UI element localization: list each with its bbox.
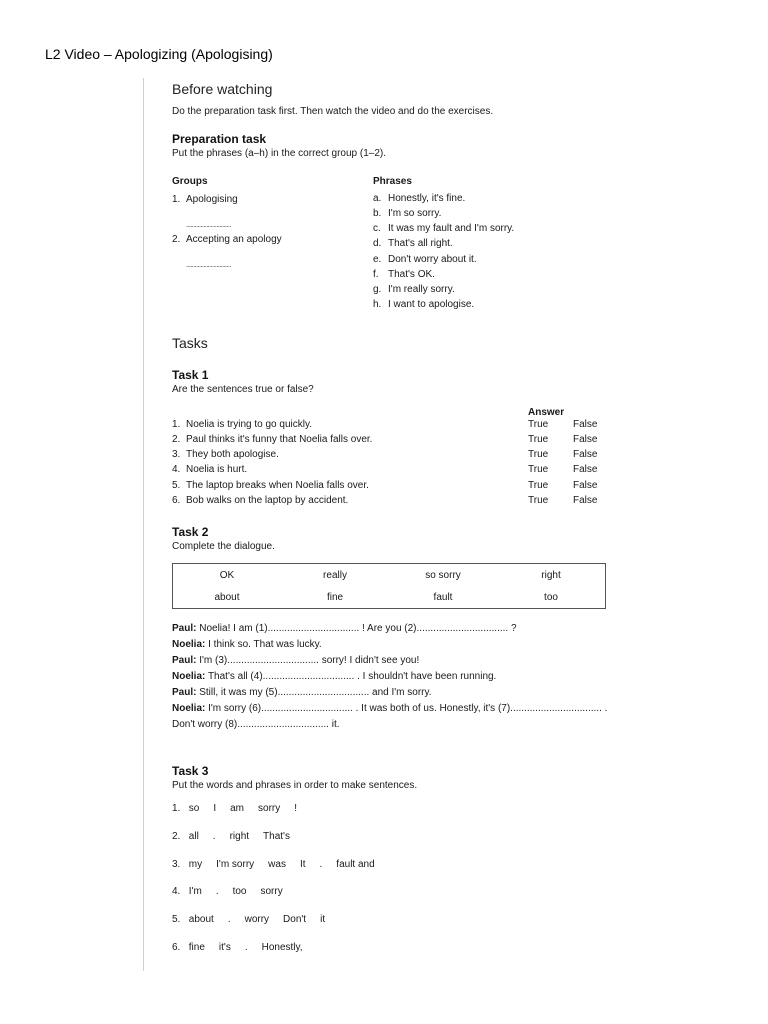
word-token: am [230, 803, 245, 814]
word-token: so [188, 803, 200, 814]
word-token: fault and [336, 859, 375, 870]
word-bank-item: so sorry [425, 570, 461, 581]
task1-heading: Task 1 [172, 368, 209, 382]
task3-number: 5. [172, 914, 181, 925]
task1-statement [172, 432, 372, 447]
true-option[interactable]: True [528, 419, 549, 430]
group-number: 1. [172, 194, 181, 205]
dialogue-line [172, 717, 340, 732]
phrase-text: I want to apologise. [388, 299, 475, 310]
task3-heading: Task 3 [172, 764, 209, 778]
word-token: it [320, 914, 326, 925]
word-token: . [215, 886, 219, 897]
task3-number: 4. [172, 886, 181, 897]
group-number: 2. [172, 234, 181, 245]
statement-text: Noelia is trying to go quickly. [186, 419, 312, 430]
word-token: I'm [188, 886, 202, 897]
page-left-rule [143, 78, 144, 971]
false-option[interactable]: False [573, 495, 598, 506]
speaker-name: Noelia: [172, 671, 206, 682]
group-label: Apologising [186, 194, 238, 205]
phrase-letter: f. [373, 269, 379, 280]
dialogue-text[interactable]: Noelia! I am (1)................................. ! Are you (2)................................. ? [196, 623, 517, 634]
word-token: sorry [258, 803, 281, 814]
phrase-text: That's all right. [388, 238, 453, 249]
statement-number: 4. [172, 464, 181, 475]
false-option[interactable]: False [573, 449, 598, 460]
before-watching-heading: Before watching [172, 81, 273, 97]
document-title: L2 Video – Apologizing (Apologising) [45, 46, 273, 62]
task1-statement [172, 478, 369, 493]
phrase-item [373, 252, 477, 267]
task1-statement [172, 417, 312, 432]
phrase-text: That's OK. [388, 269, 435, 280]
word-token: Don't [283, 914, 307, 925]
word-token: . [212, 831, 216, 842]
task3-item [172, 912, 339, 927]
phrase-letter: h. [373, 299, 382, 310]
phrases-header: Phrases [373, 176, 412, 187]
false-option[interactable]: False [573, 480, 598, 491]
phrase-letter: b. [373, 208, 382, 219]
word-token: . [319, 859, 323, 870]
dialogue-line [172, 669, 496, 684]
word-token: worry [244, 914, 270, 925]
word-token: I'm sorry [216, 859, 255, 870]
true-option[interactable]: True [528, 434, 549, 445]
phrase-letter: a. [373, 193, 382, 204]
dialogue-text[interactable]: That's all (4)................................. . I shouldn't have been running. [205, 671, 497, 682]
word-token: Honestly, [261, 942, 303, 953]
false-option[interactable]: False [573, 434, 598, 445]
word-token: too [232, 886, 247, 897]
dialogue-text[interactable]: Still, it was my (5)................................. and I'm sorry. [196, 687, 432, 698]
task3-item [172, 940, 317, 955]
dialogue-text: I think so. That was lucky. [205, 639, 322, 650]
speaker-name: Paul: [172, 623, 197, 634]
statement-number: 6. [172, 495, 181, 506]
groups-header: Groups [172, 176, 208, 187]
preparation-task-instructions: Put the phrases (a–h) in the correct group (1–2). [172, 148, 387, 159]
word-bank-item: really [323, 570, 347, 581]
true-option[interactable]: True [528, 495, 549, 506]
word-bank-box [172, 563, 606, 609]
phrase-item [373, 282, 455, 297]
word-bank-item: right [541, 570, 561, 581]
task1-statement [172, 447, 279, 462]
true-option[interactable]: True [528, 449, 549, 460]
task1-statement [172, 462, 247, 477]
statement-text: Noelia is hurt. [186, 464, 248, 475]
group-item [172, 192, 238, 207]
word-token: my [188, 859, 203, 870]
word-token: I [213, 803, 217, 814]
group-answer-blank[interactable]: ............................... [186, 222, 231, 229]
task3-item [172, 801, 311, 816]
word-token: about [188, 914, 214, 925]
word-bank-item: too [544, 592, 558, 603]
word-token: it's [218, 942, 231, 953]
speaker-name: Paul: [172, 655, 197, 666]
task1-instructions: Are the sentences true or false? [172, 384, 314, 395]
word-token: . [244, 942, 248, 953]
phrase-letter: d. [373, 238, 382, 249]
phrase-item [373, 206, 441, 221]
dialogue-line [172, 653, 419, 668]
phrase-text: It was my fault and I'm sorry. [388, 223, 515, 234]
false-option[interactable]: False [573, 419, 598, 430]
phrase-item [373, 236, 453, 251]
dialogue-text[interactable]: I'm (3)................................. sorry! I didn't see you! [196, 655, 420, 666]
phrase-text: Honestly, it's fine. [388, 193, 466, 204]
word-bank-item: about [214, 592, 240, 603]
word-bank-item: fine [326, 592, 344, 603]
dialogue-text[interactable]: I'm sorry (6)................................. . It was both of us. Honestly, it's (7)................................. . [205, 703, 608, 714]
group-item [172, 232, 282, 247]
word-bank-item: fault [433, 592, 453, 603]
dialogue-text[interactable]: Don't worry (8)................................. it. [172, 719, 340, 730]
word-token: ! [294, 803, 298, 814]
word-token: right [229, 831, 250, 842]
word-token: That's [263, 831, 290, 842]
task3-instructions: Put the words and phrases in order to make sentences. [172, 780, 418, 791]
before-watching-instructions: Do the preparation task first. Then watch the video and do the exercises. [172, 106, 494, 117]
true-option[interactable]: True [528, 480, 549, 491]
task3-item [172, 857, 389, 872]
group-label: Accepting an apology [186, 234, 282, 245]
preparation-task-heading: Preparation task [172, 132, 267, 146]
word-token: fine [188, 942, 205, 953]
word-token: was [268, 859, 286, 870]
dialogue-line [172, 685, 432, 700]
answer-header: Answer [528, 407, 565, 418]
statement-text: Bob walks on the laptop by accident. [186, 495, 349, 506]
tasks-heading: Tasks [172, 335, 208, 351]
task2-instructions: Complete the dialogue. [172, 541, 275, 552]
word-bank-item: OK [219, 570, 235, 581]
word-token: It [299, 859, 306, 870]
phrase-item [373, 191, 465, 206]
statement-text: The laptop breaks when Noelia falls over. [186, 480, 369, 491]
statement-number: 3. [172, 449, 181, 460]
dialogue-line [172, 621, 517, 636]
phrase-item [373, 297, 474, 312]
group-answer-blank[interactable]: ............................... [186, 262, 231, 269]
task3-number: 2. [172, 831, 181, 842]
word-token: . [227, 914, 231, 925]
statement-number: 1. [172, 419, 181, 430]
speaker-name: Paul: [172, 687, 197, 698]
task3-number: 6. [172, 942, 181, 953]
task1-statement [172, 493, 348, 508]
speaker-name: Noelia: [172, 703, 206, 714]
task3-item [172, 829, 304, 844]
word-token: all [188, 831, 199, 842]
statement-text: Paul thinks it's funny that Noelia falls over. [186, 434, 373, 445]
phrase-letter: e. [373, 254, 382, 265]
task3-number: 1. [172, 803, 181, 814]
task3-number: 3. [172, 859, 181, 870]
statement-text: They both apologise. [186, 449, 279, 460]
speaker-name: Noelia: [172, 639, 206, 650]
task2-heading: Task 2 [172, 525, 209, 539]
phrase-text: I'm so sorry. [388, 208, 442, 219]
dialogue-line [172, 637, 322, 652]
true-option[interactable]: True [528, 464, 549, 475]
statement-number: 5. [172, 480, 181, 491]
statement-number: 2. [172, 434, 181, 445]
dialogue-line [172, 701, 607, 716]
word-token: sorry [260, 886, 283, 897]
phrase-text: I'm really sorry. [388, 284, 455, 295]
phrase-item [373, 221, 514, 236]
phrase-text: Don't worry about it. [388, 254, 477, 265]
phrase-letter: c. [373, 223, 381, 234]
phrase-letter: g. [373, 284, 382, 295]
phrase-item [373, 267, 435, 282]
false-option[interactable]: False [573, 464, 598, 475]
task3-item [172, 884, 297, 899]
